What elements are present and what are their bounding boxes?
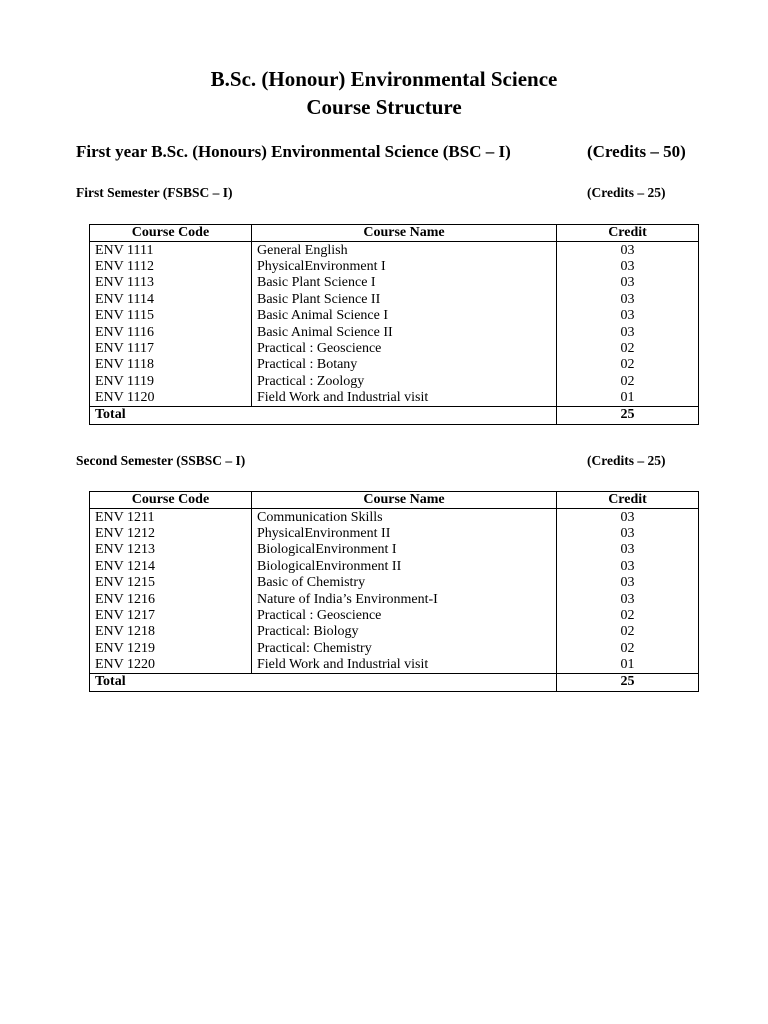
course-name-cell: Practical : Zoology — [252, 374, 557, 390]
course-name-cell: PhysicalEnvironment II — [252, 526, 557, 542]
column-header: Credit — [557, 492, 699, 509]
table-row — [90, 575, 699, 591]
course-code-cell: ENV 1115 — [90, 308, 252, 324]
course-code-cell: ENV 1215 — [90, 575, 252, 591]
course-name-cell: Basic Animal Science II — [252, 324, 557, 340]
credit-cell: 03 — [557, 308, 699, 324]
table-row — [90, 308, 699, 324]
course-name-cell: Field Work and Industrial visit — [252, 657, 557, 674]
table-row — [90, 292, 699, 308]
table-row — [90, 275, 699, 291]
course-code-cell: ENV 1212 — [90, 526, 252, 542]
table-row — [90, 509, 699, 526]
table-row — [90, 591, 699, 607]
document-subtitle: Course Structure — [306, 95, 462, 119]
course-code-cell: ENV 1216 — [90, 591, 252, 607]
semester-heading: Second Semester (SSBSC – I) — [76, 453, 246, 468]
course-name-cell: Practical : Geoscience — [252, 341, 557, 357]
year-heading: First year B.Sc. (Honours) Environmental Science (BSC – I) — [76, 142, 511, 161]
credit-cell: 03 — [557, 526, 699, 542]
course-code-cell: ENV 1220 — [90, 657, 252, 674]
table-row — [90, 608, 699, 624]
credit-cell: 03 — [557, 509, 699, 526]
course-name-cell: BiologicalEnvironment I — [252, 542, 557, 558]
total-row — [90, 674, 699, 691]
course-name-cell: BiologicalEnvironment II — [252, 559, 557, 575]
course-table — [89, 491, 699, 692]
semester-credits: (Credits – 25) — [587, 185, 666, 200]
credit-cell: 03 — [557, 324, 699, 340]
table-row — [90, 390, 699, 407]
table-row — [90, 341, 699, 357]
credit-cell: 03 — [557, 542, 699, 558]
credit-cell: 03 — [557, 559, 699, 575]
year-credits: (Credits – 50) — [587, 142, 686, 161]
credit-cell: 02 — [557, 374, 699, 390]
document-title: B.Sc. (Honour) Environmental Science — [210, 67, 558, 91]
credit-cell: 03 — [557, 591, 699, 607]
table-row — [90, 624, 699, 640]
table-row — [90, 259, 699, 275]
semester-heading: First Semester (FSBSC – I) — [76, 185, 233, 200]
table-row — [90, 641, 699, 657]
course-code-cell: ENV 1217 — [90, 608, 252, 624]
course-code-cell: ENV 1211 — [90, 509, 252, 526]
total-value: 25 — [557, 407, 699, 424]
course-name-cell: Nature of India’s Environment-I — [252, 591, 557, 607]
course-table — [89, 224, 699, 425]
credit-cell: 01 — [557, 390, 699, 407]
course-name-cell: Practical : Geoscience — [252, 608, 557, 624]
semester-heading-row — [76, 452, 696, 470]
course-code-cell: ENV 1116 — [90, 324, 252, 340]
table-header-row — [90, 492, 699, 509]
total-row — [90, 407, 699, 424]
table-row — [90, 559, 699, 575]
course-code-cell: ENV 1117 — [90, 341, 252, 357]
column-header: Course Name — [252, 492, 557, 509]
table-row — [90, 374, 699, 390]
table-row — [90, 526, 699, 542]
table-header-row — [90, 225, 699, 242]
table-row — [90, 357, 699, 373]
credit-cell: 03 — [557, 575, 699, 591]
total-label: Total — [90, 674, 557, 691]
year-heading-row — [76, 141, 696, 163]
credit-cell: 03 — [557, 292, 699, 308]
credit-cell: 03 — [557, 259, 699, 275]
course-name-cell: Basic of Chemistry — [252, 575, 557, 591]
course-name-cell: Practical: Biology — [252, 624, 557, 640]
course-code-cell: ENV 1112 — [90, 259, 252, 275]
total-label: Total — [90, 407, 557, 424]
course-name-cell: Communication Skills — [252, 509, 557, 526]
course-name-cell: Field Work and Industrial visit — [252, 390, 557, 407]
course-code-cell: ENV 1213 — [90, 542, 252, 558]
course-code-cell: ENV 1118 — [90, 357, 252, 373]
course-code-cell: ENV 1120 — [90, 390, 252, 407]
credit-cell: 02 — [557, 608, 699, 624]
course-name-cell: General English — [252, 242, 557, 259]
table-row — [90, 657, 699, 674]
column-header: Credit — [557, 225, 699, 242]
table-row — [90, 242, 699, 259]
credit-cell: 03 — [557, 275, 699, 291]
table-row — [90, 542, 699, 558]
column-header: Course Name — [252, 225, 557, 242]
credit-cell: 02 — [557, 357, 699, 373]
course-name-cell: PhysicalEnvironment I — [252, 259, 557, 275]
credit-cell: 02 — [557, 624, 699, 640]
credit-cell: 02 — [557, 341, 699, 357]
course-code-cell: ENV 1114 — [90, 292, 252, 308]
course-name-cell: Basic Animal Science I — [252, 308, 557, 324]
credit-cell: 01 — [557, 657, 699, 674]
course-code-cell: ENV 1219 — [90, 641, 252, 657]
course-code-cell: ENV 1113 — [90, 275, 252, 291]
course-code-cell: ENV 1218 — [90, 624, 252, 640]
column-header: Course Code — [90, 225, 252, 242]
credit-cell: 02 — [557, 641, 699, 657]
credit-cell: 03 — [557, 242, 699, 259]
semester-credits: (Credits – 25) — [587, 453, 666, 468]
course-name-cell: Basic Plant Science II — [252, 292, 557, 308]
course-code-cell: ENV 1119 — [90, 374, 252, 390]
course-code-cell: ENV 1111 — [90, 242, 252, 259]
semester-heading-row — [76, 184, 696, 202]
total-value: 25 — [557, 674, 699, 691]
course-name-cell: Basic Plant Science I — [252, 275, 557, 291]
course-name-cell: Practical: Chemistry — [252, 641, 557, 657]
course-code-cell: ENV 1214 — [90, 559, 252, 575]
course-name-cell: Practical : Botany — [252, 357, 557, 373]
table-row — [90, 324, 699, 340]
column-header: Course Code — [90, 492, 252, 509]
